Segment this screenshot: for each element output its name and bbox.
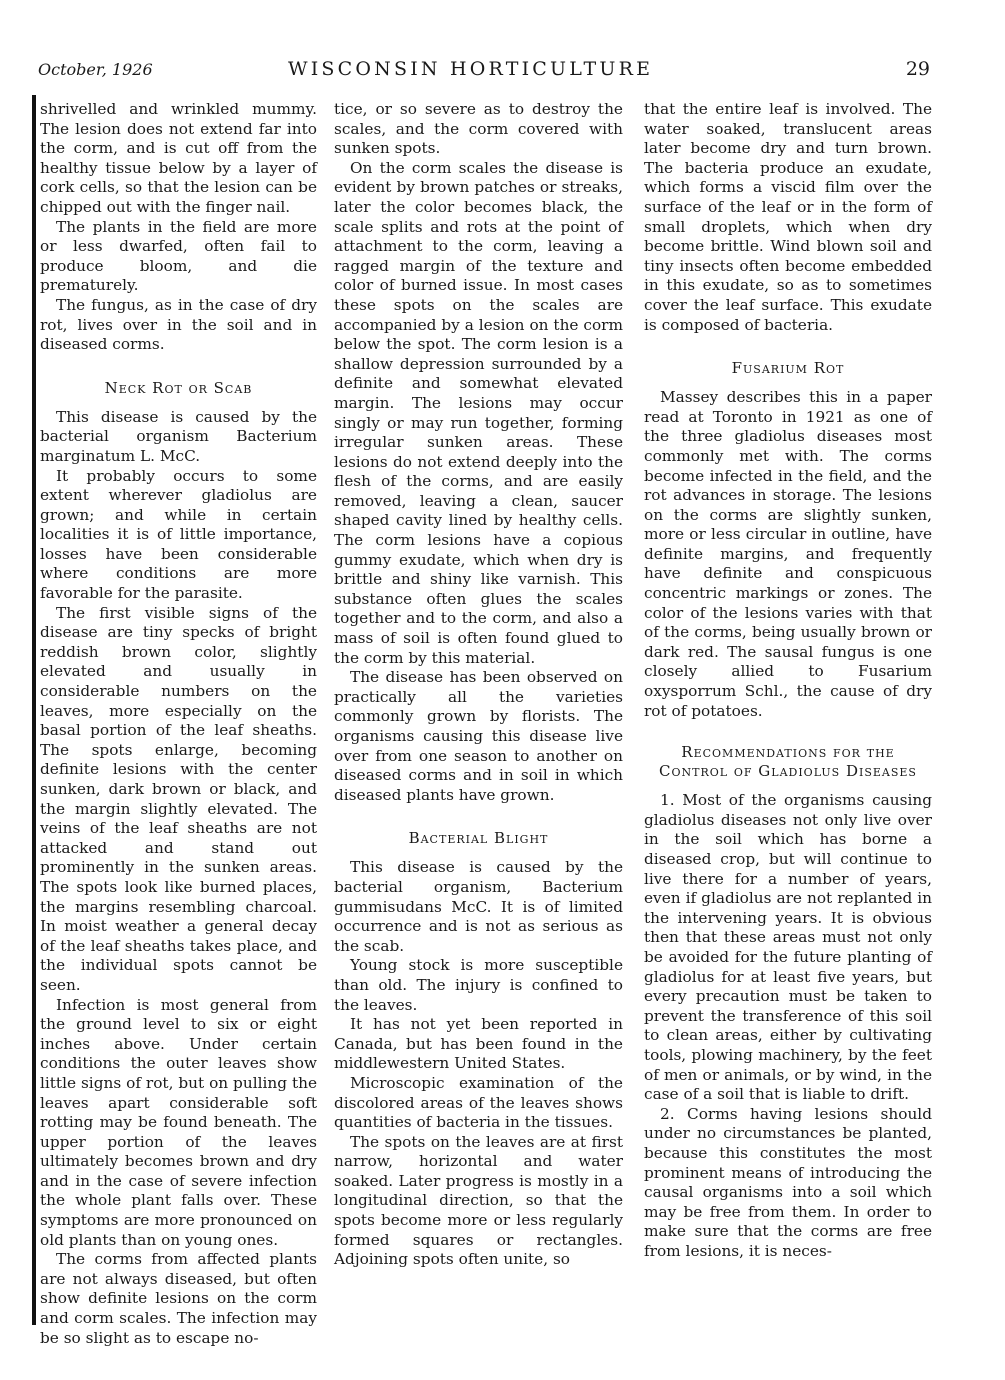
paragraph: that the entire leaf is involved. The water soaked, translucent areas later become dry and turn brown. The bacteria produce an exudate, which forms a viscid film over the surface of the leaf or in the form of small droplets, which when dry become brittle. Wind blown soil and tiny insects often become embedded in this exudate, so as to sometimes cover the leaf surface. This exudate is composed of bacteria. [644,100,932,334]
paragraph: tice, or so severe as to destroy the scales, and the corm covered with sunken spots. [334,100,623,158]
text-column-3 [644,100,932,1261]
text-column-1 [40,100,317,1348]
issue-date: October, 1926 [38,60,153,79]
paragraph: The spots on the leaves are at first narrow, horizontal and water soaked. Later progress is mostly in a longitudinal direction, so that the spots become more or less regularly formed squares or rectangles. Adjoining spots often unite, so [334,1132,623,1269]
paragraph: Microscopic examination of the discolored areas of the leaves shows quantities of bacteria in the tissues. [334,1073,623,1132]
text-column-2 [334,100,623,1270]
page-number: 29 [905,58,930,80]
paragraph: It has not yet been reported in Canada, but has been found in the middlewestern United States. [334,1015,623,1073]
paragraph: The corms from affected plants are not always diseased, but often show definite lesions on the corm and corm scales. The infection may be so slight as to escape no- [40,1250,317,1347]
paragraph: shrivelled and wrinkled mummy. The lesion does not extend far into the corm, and is cut off from the healthy tissue below by a layer of cork cells, so that the lesion can be chipped out with the finger nail. [40,100,317,216]
paragraph: On the corm scales the disease is evident by brown patches or streaks, later the color becomes black, the scale splits and rots at the point of attachment to the corm, leaving a ragged margin of the texture and color of burned issue. In most cases these spots on the scales are accompanied by a lesion on the corm below the spot. The corm lesion is a shallow depression surrounded by a definite and somewhat elevated margin. The lesions may occur singly or may run together, forming irregular sunken areas. These lesions do not extend deeply into the flesh of the corms, and are easily removed, leaving a clean, saucer shaped cavity lined by healthy cells. The corm lesions have a copious gummy exudate, which when dry is brittle and shiny like varnish. This substance often glues the scales together and to the corm, and also a mass of soil is often found glued to the corm by this material. [334,158,623,667]
paragraph: Young stock is more susceptible than old. The injury is confined to the leaves. [334,956,623,1014]
running-header [38,58,938,84]
paragraph: 1. Most of the organisms causing gladiolus diseases not only live over in the soil which has borne a diseased crop, but will continue to live there for a number of years, even if gladiolus are not replanted in the intervening years. It is obvious then that these areas must not only be avoided for the future planting of gladiolus for at least five years, but every precaution must be taken to prevent the transference of this soil to clean areas, either by cultivating tools, plowing machinery, by the feet of men or animals, or by wind, in the case of a soil that is liable to drift. [644,791,932,1104]
section-heading-fusarium-rot: Fusarium Rot [731,359,845,378]
paragraph: It probably occurs to some extent wherever gladiolus are grown; and while in certain localities it is of little importance, losses have been considerable where conditions are more favorable for the parasite. [40,466,317,603]
paragraph: The disease has been observed on practically all the varieties commonly grown by florists. The organisms causing this disease live over from one season to another on diseased corms and in soil in which diseased plants have grown. [334,668,623,804]
paragraph: Massey describes this in a paper read at Toronto in 1921 as one of the three gladiolus diseases most commonly met with. The corms become infected in the field, and the rot advances in storage. The lesions on the corms are slightly sunken, more or less circular in outline, have definite margins, and frequently have definite and conspicuous concentric markings or zones. The color of the lesions varies with that of the corms, being usually brown or dark red. The sausal fungus is one closely allied to Fusarium oxysporrum Schl., the cause of dry rot of potatoes. [644,388,932,720]
section-heading-bacterial-blight: Bacterial Blight [408,829,549,848]
section-heading-recommendations: Recommendations for the Control of Gladiolus Diseases [659,743,917,781]
paragraph: 2. Corms having lesions should under no circumstances be planted, because this constitutes the most prominent means of introducing the causal organisms into a soil which may be free from them. In order to make sure that the corms are free from lesions, it is neces- [644,1104,932,1260]
paragraph: This disease is caused by the bacterial organism, Bacterium gummisudans McC. It is of limited occurrence and is not as serious as the scab. [334,858,623,955]
journal-title: WISCONSIN HORTICULTURE [288,58,654,80]
paragraph: The fungus, as in the case of dry rot, lives over in the soil and in diseased corms. [40,295,317,354]
paragraph: Infection is most general from the ground level to six or eight inches above. Under certain conditions the outer leaves show little signs of rot, but on pulling the leaves apart considerable soft rotting may be found beneath. The upper portion of the leaves ultimately becomes brown and dry and in the case of severe infection the whole plant falls over. These symptoms are more pronounced on old plants than on young ones. [40,995,317,1249]
paragraph: This disease is caused by the bacterial organism Bacterium marginatum L. McC. [40,407,317,465]
section-heading-neck-rot: Neck Rot or Scab [104,378,253,397]
paragraph: The first visible signs of the disease are tiny specks of bright reddish brown color, slightly elevated and usually in considerable numbers on the leaves, more especially on the basal portion of the leaf sheaths. The spots enlarge, becoming definite lesions with the center sunken, dark brown or black, and the margin slightly elevated. The veins of the leaf sheaths are not attacked and stand out prominently in the sunken areas. The spots look like burned places, the margins resembling charcoal. In moist weather a general decay of the leaf sheaths takes place, and the individual spots cannot be seen. [40,603,317,994]
binding-edge-line [32,95,36,1325]
paragraph: The plants in the field are more or less dwarfed, often fail to produce bloom, and die prematurely. [40,217,317,295]
